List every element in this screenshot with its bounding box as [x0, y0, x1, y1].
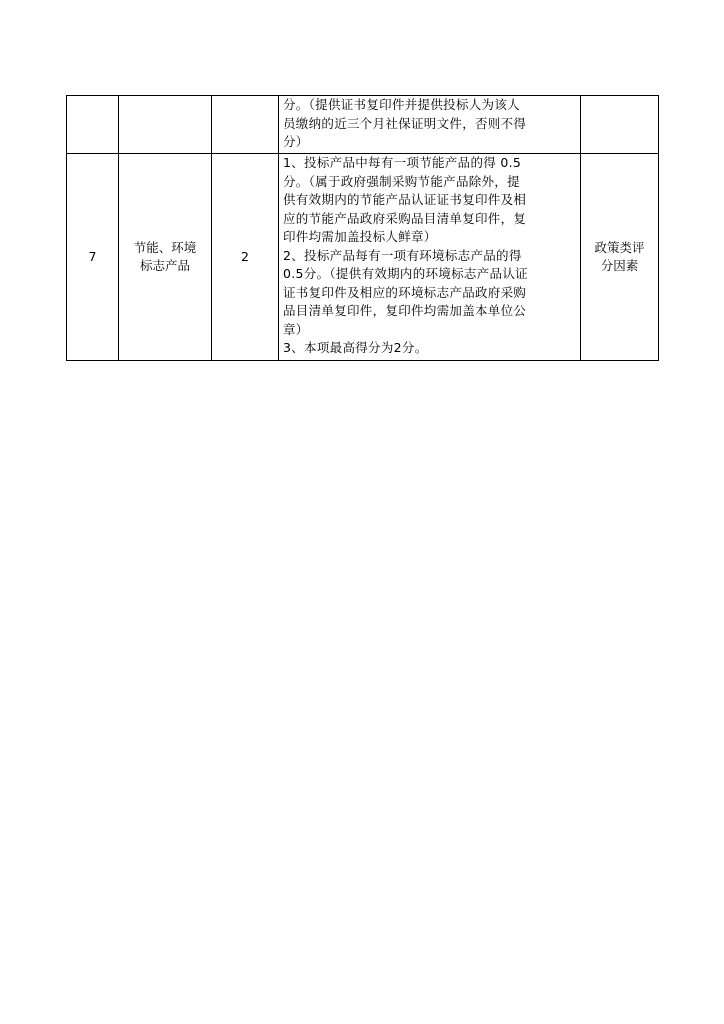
- category-cell: [581, 154, 659, 361]
- item-cell: [119, 154, 212, 361]
- item-line: 节能、环境: [133, 239, 197, 255]
- row-number-cell: 7: [67, 154, 119, 361]
- criteria-line: 分）: [283, 134, 309, 149]
- score-cell: 2: [212, 154, 279, 361]
- category-line: 政策类评: [594, 239, 645, 255]
- row-number-cell: [67, 96, 119, 154]
- table-row: [67, 96, 659, 154]
- criteria-line: 证书复印件及相应的环境标志产品政府采购: [283, 284, 527, 300]
- criteria-line: 员缴纳的近三个月社保证明文件，否则不得: [283, 115, 527, 131]
- criteria-line: 1、投标产品中每有一项节能产品的得 0.5: [283, 155, 522, 170]
- category-cell: [581, 96, 659, 154]
- criteria-line: 分。（属于政府强制采购节能产品除外，提: [283, 173, 520, 189]
- criteria-line: 品目清单复印件，复印件均需加盖本单位公: [283, 303, 527, 318]
- criteria-line: 0.5分。（提供有效期内的环境标志产品认证: [283, 266, 528, 281]
- score-cell: [212, 96, 279, 154]
- criteria-cell: [279, 96, 581, 154]
- criteria-line: 3、本项最高得分为2分。: [283, 340, 428, 355]
- criteria-cell: [279, 154, 581, 361]
- criteria-line: 印件均需加盖投标人鲜章）: [283, 229, 437, 244]
- criteria-line: 应的节能产品政府采购品目清单复印件，复: [283, 210, 527, 226]
- item-line: 标志产品: [139, 258, 190, 273]
- table-row: [67, 154, 659, 361]
- criteria-line: 分。（提供证书复印件并提供投标人为该人: [283, 97, 520, 112]
- scoring-table: [66, 95, 659, 361]
- criteria-line: 章）: [283, 321, 309, 337]
- criteria-line: 供有效期内的节能产品认证证书复印件及相: [283, 192, 527, 207]
- criteria-line: 2、投标产品每有一项有环境标志产品的得: [283, 247, 522, 263]
- item-cell: [119, 96, 212, 154]
- category-line: 分因素: [600, 258, 639, 273]
